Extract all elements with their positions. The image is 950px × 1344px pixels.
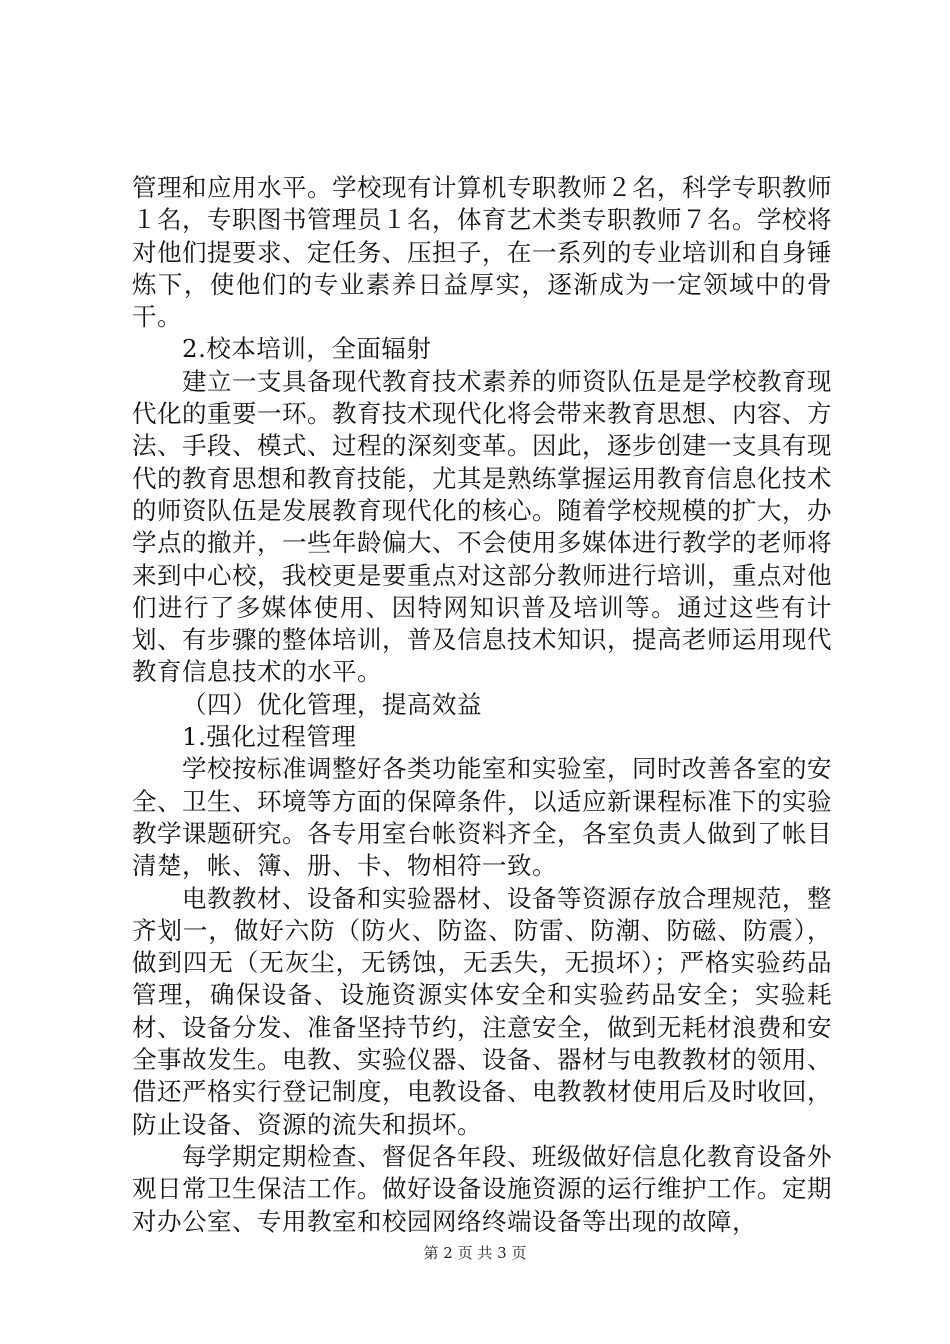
paragraph-1: 管理和应用水平。学校现有计算机专职教师２名，科学专职教师１名，专职图书管理员１名，体育艺术类专职教师７名。学校将对他们提要求、定任务、压担子，在一系列的专业培训和自身锤炼下，使他们的专业素养日益厚实，逐渐成为一定领域中的骨干。	[132, 173, 832, 332]
paragraph-3: 建立一支具备现代教育技术素养的师资队伍是是学校教育现代化的重要一环。教育技术现代化将会带来教育思想、内容、方法、手段、模式、过程的深刻变革。因此，逐步创建一支具有现代的教育思想和教育技能，尤其是熟练掌握运用教育信息化技术的师资队伍是发展教育现代化的核心。随着学校规模的扩大，办学点的撤并，一些年龄偏大、不会使用多媒体进行教学的老师将来到中心校，我校更是要重点对这部分教师进行培训，重点对他们进行了多媒体使用、因特网知识普及培训等。通过这些有计划、有步骤的整体培训，普及信息技术知识，提高老师运用现代教育信息技术的水平。	[132, 366, 832, 687]
document-body	[132, 172, 832, 1238]
subheading-process-management: 1.强化过程管理	[182, 722, 357, 752]
paragraph-8: 每学期定期检查、督促各年段、班级做好信息化教育设备外观日常卫生保洁工作。做好设备设施资源的运行维护工作。定期对办公室、专用教室和校园网络终端设备等出现的故障，	[132, 1141, 832, 1236]
paragraph-7: 电教教材、设备和实验器材、设备等资源存放合理规范，整齐划一，做好六防（防火、防盗、防雷、防潮、防磁、防震），做到四无（无灰尘，无锈蚀，无丢失，无损坏）；严格实验药品管理，确保设备、设施资源实体安全和实验药品安全；实验耗材、设备分发、准备坚持节约，注意安全，做到无耗材浪费和安全事故发生。电教、实验仪器、设备、器材与电教教材的领用、借还严格实行登记制度，电教设备、电教教材使用后及时收回，防止设备、资源的流失和损坏。	[132, 883, 832, 1139]
page-footer: 第 2 页 共 3 页	[423, 1244, 527, 1262]
subheading-school-training: 2.校本培训，全面辐射	[182, 334, 432, 364]
section-heading-optimize-management: （四）优化管理，提高效益	[182, 689, 482, 719]
paragraph-6: 学校按标准调整好各类功能室和实验室，同时改善各室的安全、卫生、环境等方面的保障条件，以适应新课程标准下的实验教学课题研究。各专用室台帐资料齐全，各室负责人做到了帐目清楚，帐、簿、册、卡、物相符一致。	[132, 754, 832, 881]
